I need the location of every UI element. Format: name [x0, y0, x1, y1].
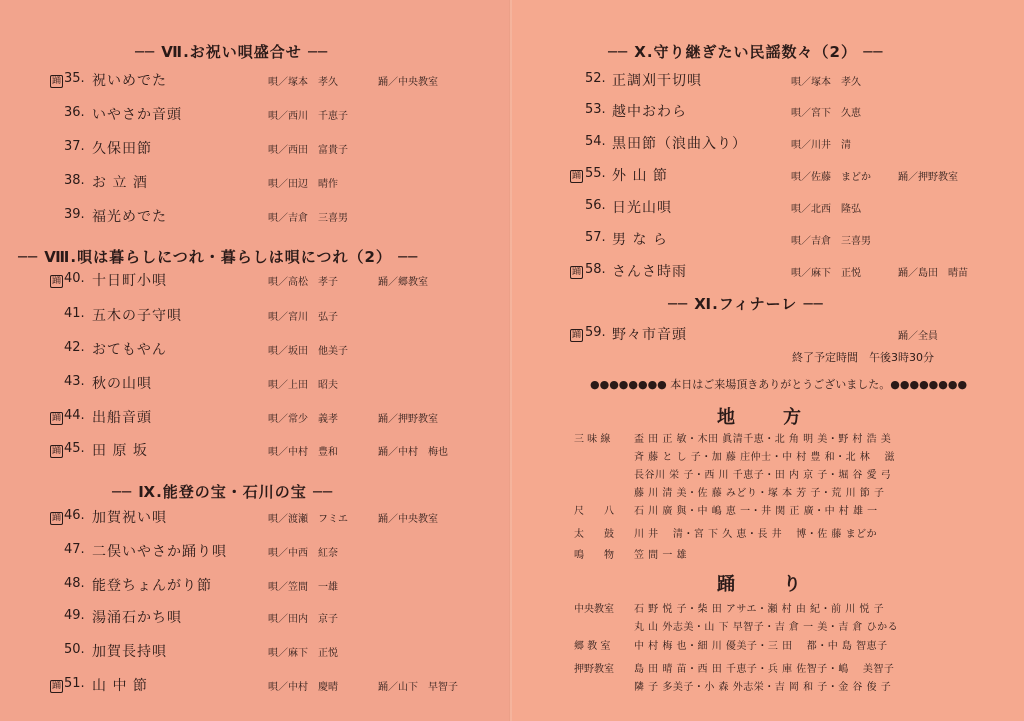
program-item — [512, 261, 1024, 287]
roster-label: 太 鼓 — [574, 529, 614, 540]
singer: 唄／高松 孝子 — [268, 277, 338, 288]
program-item — [512, 229, 1024, 255]
program-item — [0, 541, 512, 567]
program-item — [0, 206, 512, 232]
singer: 唄／宮下 久恵 — [791, 108, 861, 119]
program-item — [512, 133, 1024, 159]
dancer: 踊／中央教室 — [378, 77, 438, 88]
right-page — [512, 0, 1024, 721]
item-number: 49. — [64, 608, 85, 623]
song-title: 外 山 節 — [612, 168, 668, 184]
item-number: 51. — [64, 676, 85, 691]
item-number: 40. — [64, 271, 85, 286]
song-title: 加賀祝い唄 — [92, 510, 167, 526]
jikata-heading: 地 方 — [717, 407, 805, 428]
item-number: 48. — [64, 576, 85, 591]
thanks-message: ●●●●●●●● 本日はご来場頂きありがとうございました。●●●●●●●● — [590, 378, 968, 391]
item-number: 45. — [64, 441, 85, 456]
dance-mark-icon: 踊 — [572, 330, 582, 340]
section-title-8: ── Ⅷ.唄は暮らしにつれ・暮らしは唄につれ（2） ── — [18, 248, 419, 266]
roster-names: 島 田 晴 苗・西 田 千恵子・兵 庫 佐智子・嶋 美智子 — [634, 664, 895, 675]
singer: 唄／川井 清 — [791, 140, 851, 151]
singer: 唄／渡瀬 フミエ — [268, 514, 348, 525]
roster-names: 丸 山 外志美・山 下 早智子・吉 倉 一 美・吉 倉 ひかる — [634, 622, 899, 633]
dancer: 踊／中村 梅也 — [378, 447, 448, 458]
singer: 唄／上田 昭夫 — [268, 380, 338, 391]
program-item — [0, 270, 512, 296]
item-number: 44. — [64, 408, 85, 423]
song-title: 福光めでた — [92, 209, 167, 225]
program-item — [0, 373, 512, 399]
program-item — [0, 407, 512, 433]
item-number: 38. — [64, 173, 85, 188]
roster-names: 笠 間 一 雄 — [634, 550, 688, 561]
singer: 唄／佐藤 まどか — [791, 172, 871, 183]
roster-label: 郷 教 室 — [574, 641, 611, 652]
dancer: 踊／全員 — [898, 331, 938, 342]
item-number: 50. — [64, 642, 85, 657]
item-number: 36. — [64, 105, 85, 120]
roster-names: 隣 子 多美子・小 森 外志栄・吉 岡 和 子・金 谷 俊 子 — [634, 682, 892, 693]
program-item — [0, 440, 512, 466]
program-item — [512, 324, 1024, 350]
program-item — [512, 101, 1024, 127]
item-number: 46. — [64, 508, 85, 523]
program-item — [0, 138, 512, 164]
item-number: 58. — [585, 262, 606, 277]
dance-mark-icon: 踊 — [52, 76, 62, 86]
song-title: 二俣いやさか踊り唄 — [92, 544, 227, 560]
song-title: 正調刈干切唄 — [612, 73, 702, 89]
dancer: 踊／島田 晴苗 — [898, 268, 968, 279]
song-title: おてもやん — [92, 342, 167, 358]
song-title: 山 中 節 — [92, 678, 148, 694]
song-title: 男 な ら — [612, 232, 668, 248]
item-number: 47. — [64, 542, 85, 557]
singer: 唄／西川 千恵子 — [268, 111, 348, 122]
song-title: 湯涌石かち唄 — [92, 610, 182, 626]
roster-names: 中 村 梅 也・細 川 優美子・三 田 都・中 島 智恵子 — [634, 641, 888, 652]
singer: 唄／麻下 正悦 — [791, 268, 861, 279]
roster-label: 三 味 線 — [574, 434, 611, 445]
song-title: 日光山唄 — [612, 200, 672, 216]
song-title: 久保田節 — [92, 141, 152, 157]
item-number: 35. — [64, 71, 85, 86]
program-item — [0, 305, 512, 331]
song-title: 五木の子守唄 — [92, 308, 182, 324]
odori-heading: 踊 り — [717, 574, 805, 595]
song-title: 能登ちょんがり節 — [92, 578, 212, 594]
item-number: 59. — [585, 325, 606, 340]
section-title-10: ── Ⅹ.守り継ぎたい民謡数々（2） ── — [608, 43, 884, 61]
singer: 唄／麻下 正悦 — [268, 648, 338, 659]
song-title: 田 原 坂 — [92, 443, 148, 459]
song-title: 野々市音頭 — [612, 327, 687, 343]
program-item — [0, 575, 512, 601]
program-item — [0, 507, 512, 533]
roster-label: 押野教室 — [574, 664, 614, 675]
dance-mark-icon: 踊 — [52, 513, 62, 523]
singer: 唄／吉倉 三喜男 — [791, 236, 871, 247]
item-number: 56. — [585, 198, 606, 213]
song-title: 黒田節（浪曲入り） — [612, 136, 747, 152]
item-number: 52. — [585, 71, 606, 86]
dance-mark-icon: 踊 — [52, 681, 62, 691]
dance-mark-icon: 踊 — [52, 446, 62, 456]
section-title-11: ── Ⅺ.フィナーレ ── — [668, 295, 824, 313]
dancer: 踊／押野教室 — [898, 172, 958, 183]
roster-names: 石 野 悦 子・柴 田 アサエ・瀬 村 由 紀・前 川 悦 子 — [634, 604, 885, 615]
singer: 唄／中村 慶晴 — [268, 682, 338, 693]
program-item — [512, 70, 1024, 96]
roster-names: 石 川 廣 與・中 嶋 恵 一・井 関 正 廣・中 村 雄 一 — [634, 506, 878, 517]
song-title: 越中おわら — [612, 104, 687, 120]
song-title: さんさ時雨 — [612, 264, 687, 280]
dance-mark-icon: 踊 — [52, 276, 62, 286]
singer: 唄／常少 義孝 — [268, 414, 338, 425]
dance-mark-icon: 踊 — [572, 267, 582, 277]
item-number: 37. — [64, 139, 85, 154]
item-number: 42. — [64, 340, 85, 355]
roster-names: 川 井 清・宮 下 久 恵・長 井 博・佐 藤 まどか — [634, 529, 878, 540]
roster-names: 斉 藤 と し 子・加 藤 庄仲士・中 村 豊 和・北 林 滋 — [634, 452, 895, 463]
item-number: 55. — [585, 166, 606, 181]
program-item — [512, 197, 1024, 223]
dance-mark-icon: 踊 — [572, 171, 582, 181]
item-number: 57. — [585, 230, 606, 245]
roster-label: 中央教室 — [574, 604, 614, 615]
roster-names: 長谷川 栄 子・西 川 千恵子・田 内 京 子・堀 谷 愛 弓 — [634, 470, 892, 481]
program-item — [0, 675, 512, 701]
singer: 唄／笠間 一雄 — [268, 582, 338, 593]
singer: 唄／田辺 晴作 — [268, 179, 338, 190]
song-title: 加賀長持唄 — [92, 644, 167, 660]
song-title: 秋の山唄 — [92, 376, 152, 392]
singer: 唄／宮川 弘子 — [268, 312, 338, 323]
roster-label: 鳴 物 — [574, 550, 614, 561]
singer: 唄／田内 京子 — [268, 614, 338, 625]
section-title-9: ── Ⅸ.能登の宝・石川の宝 ── — [112, 483, 334, 501]
singer: 唄／中村 豊和 — [268, 447, 338, 458]
roster-names: 盃 田 正 敏・木田 眞清千恵・北 角 明 美・野 村 浩 美 — [634, 434, 892, 445]
singer: 唄／西田 富貴子 — [268, 145, 348, 156]
program-item — [512, 165, 1024, 191]
item-number: 41. — [64, 306, 85, 321]
dancer: 踊／郷教室 — [378, 277, 428, 288]
section-title-7: ── Ⅶ.お祝い唄盛合せ ── — [135, 43, 329, 61]
dancer: 踊／山下 早智子 — [378, 682, 458, 693]
singer: 唄／塚本 孝久 — [791, 77, 861, 88]
song-title: お 立 酒 — [92, 175, 148, 191]
song-title: 十日町小唄 — [92, 273, 167, 289]
song-title: 祝いめでた — [92, 73, 167, 89]
program-item — [0, 641, 512, 667]
roster-names: 藤 川 清 美・佐 藤 みどり・塚 本 芳 子・荒 川 節 子 — [634, 488, 885, 499]
program-item — [0, 104, 512, 130]
singer: 唄／北西 隆弘 — [791, 204, 861, 215]
singer: 唄／中西 紅奈 — [268, 548, 338, 559]
program-item — [0, 172, 512, 198]
item-number: 43. — [64, 374, 85, 389]
singer: 唄／坂田 他美子 — [268, 346, 348, 357]
dancer: 踊／中央教室 — [378, 514, 438, 525]
dance-mark-icon: 踊 — [52, 413, 62, 423]
program-item — [0, 70, 512, 96]
dancer: 踊／押野教室 — [378, 414, 438, 425]
item-number: 53. — [585, 102, 606, 117]
singer: 唄／塚本 孝久 — [268, 77, 338, 88]
item-number: 39. — [64, 207, 85, 222]
item-number: 54. — [585, 134, 606, 149]
singer: 唄／吉倉 三喜男 — [268, 213, 348, 224]
end-time: 終了予定時間 午後3時30分 — [792, 351, 934, 364]
program-item — [0, 607, 512, 633]
roster-label: 尺 八 — [574, 506, 614, 517]
song-title: 出船音頭 — [92, 410, 152, 426]
song-title: いやさか音頭 — [92, 107, 182, 123]
program-item — [0, 339, 512, 365]
